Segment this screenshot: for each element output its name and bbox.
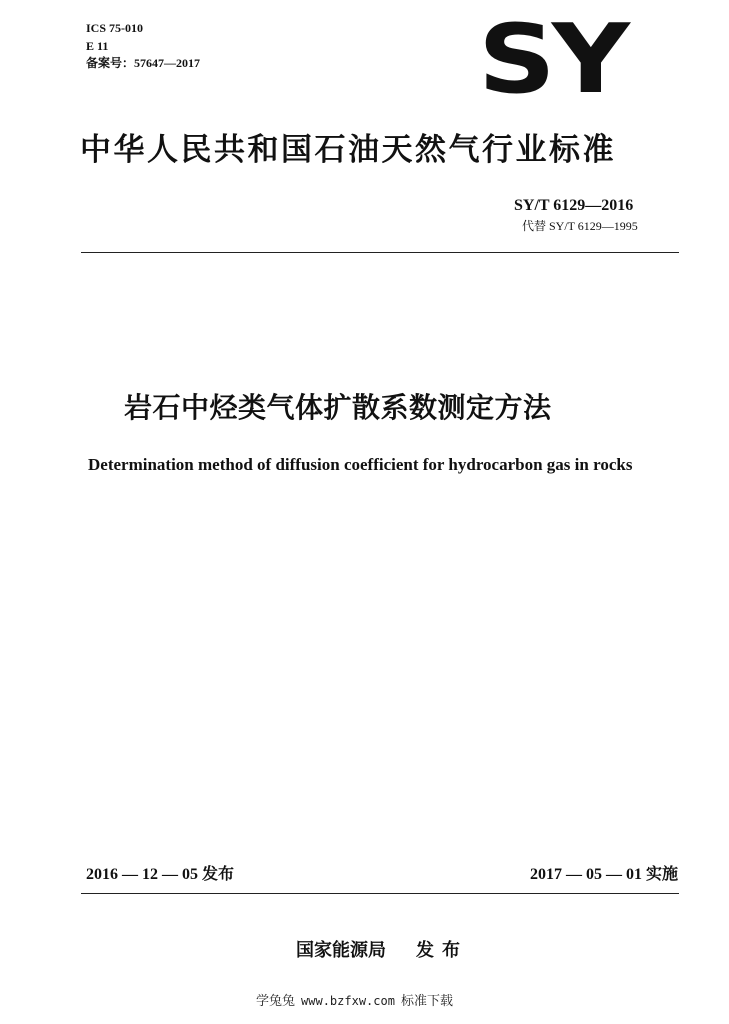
publisher-line bbox=[296, 938, 468, 964]
standard-number: SY/T 6129—2016 bbox=[514, 197, 634, 214]
footer-suffix: 标准下载 bbox=[400, 994, 453, 1009]
footer-divider bbox=[81, 893, 679, 894]
implementation-date: 2017 — 05 — 01 实施 bbox=[530, 866, 679, 883]
footer-prefix: 学兔兔 bbox=[256, 994, 296, 1009]
ccs-code: E 11 bbox=[86, 39, 109, 53]
ics-code: ICS 75-010 bbox=[86, 21, 144, 35]
record-number: 备案号：57647—2017 bbox=[86, 56, 201, 70]
document-title-chinese: 岩石中烃类气体扩散系数测定方法 bbox=[124, 391, 552, 424]
publisher-name: 国家能源局 bbox=[296, 940, 386, 961]
issue-date: 2016 — 12 — 05 发布 bbox=[86, 866, 235, 883]
footer-url: www.bzfxw.com bbox=[301, 994, 395, 1008]
document-title-english: Determination method of diffusion coefficient for hydrocarbon gas in rocks bbox=[88, 455, 633, 474]
replaces-standard: 代替 SY/T 6129—1995 bbox=[522, 219, 638, 233]
sy-logo: SY bbox=[478, 4, 626, 115]
publish-label: 发布 bbox=[416, 940, 468, 961]
header-divider bbox=[81, 252, 679, 253]
standard-classification-heading: 中华人民共和国石油天然气行业标准 bbox=[80, 132, 616, 168]
watermark-footer bbox=[256, 992, 453, 1011]
